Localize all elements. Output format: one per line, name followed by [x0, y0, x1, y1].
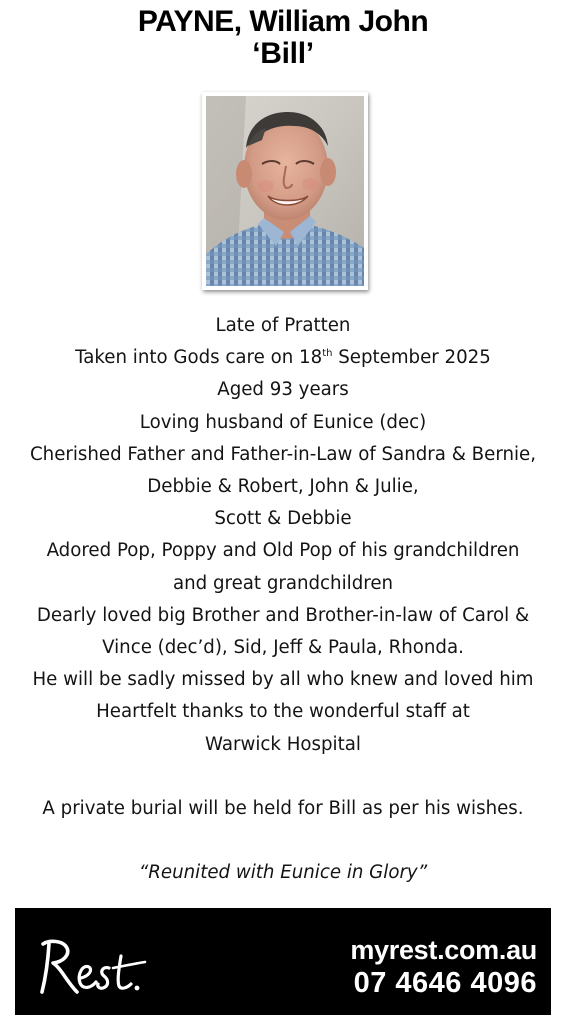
burial-line: A private burial will be held for Bill as per his wishes.: [42, 797, 524, 819]
closing-quote: “Reunited with Eunice in Glory”: [138, 862, 428, 884]
spacer: [0, 761, 566, 793]
date-ordinal-suffix: th: [322, 348, 333, 360]
date-of-death-line: [0, 342, 566, 374]
funeral-home-footer: [15, 908, 551, 1015]
contact-block: [350, 934, 537, 1000]
pop-line-1: Adored Pop, Poppy and Old Pop of his grandchildren: [46, 540, 520, 562]
notice-header: [0, 6, 566, 70]
portrait-photo: [202, 92, 368, 290]
phone-number[interactable]: 07 4646 4096: [353, 967, 537, 999]
deceased-name: PAYNE, William John: [137, 5, 429, 38]
website-link[interactable]: myrest.com.au: [350, 935, 537, 965]
father-line-3: Scott & Debbie: [214, 508, 352, 530]
brother-line-1: Dearly loved big Brother and Brother-in-law of Carol &: [36, 604, 530, 626]
missed-line: He will be sadly missed by all who knew and loved him: [32, 669, 534, 691]
obituary-text: [0, 310, 566, 889]
thanks-line-1: Heartfelt thanks to the wonderful staff at: [96, 701, 470, 723]
portrait-image: [206, 96, 364, 286]
date-prefix: Taken into Gods care on 18: [75, 347, 323, 369]
thanks-line-2: Warwick Hospital: [205, 733, 361, 755]
age-line: Aged 93 years: [217, 379, 349, 401]
rest-logo: [33, 930, 153, 1002]
father-line-2: Debbie & Robert, John & Julie,: [147, 476, 419, 498]
deceased-nickname: ‘Bill’: [252, 37, 314, 70]
late-of-line: Late of Pratten: [215, 315, 351, 336]
husband-line: Loving husband of Eunice (dec): [139, 411, 427, 433]
brother-line-2: Vince (dec’d), Sid, Jeff & Paula, Rhonda.: [102, 637, 464, 659]
date-suffix: September 2025: [332, 347, 491, 369]
spacer: [0, 825, 566, 857]
pop-line-2: and great grandchildren: [172, 572, 394, 594]
father-line-1: Cherished Father and Father-in-Law of Sandra & Bernie,: [29, 443, 537, 465]
